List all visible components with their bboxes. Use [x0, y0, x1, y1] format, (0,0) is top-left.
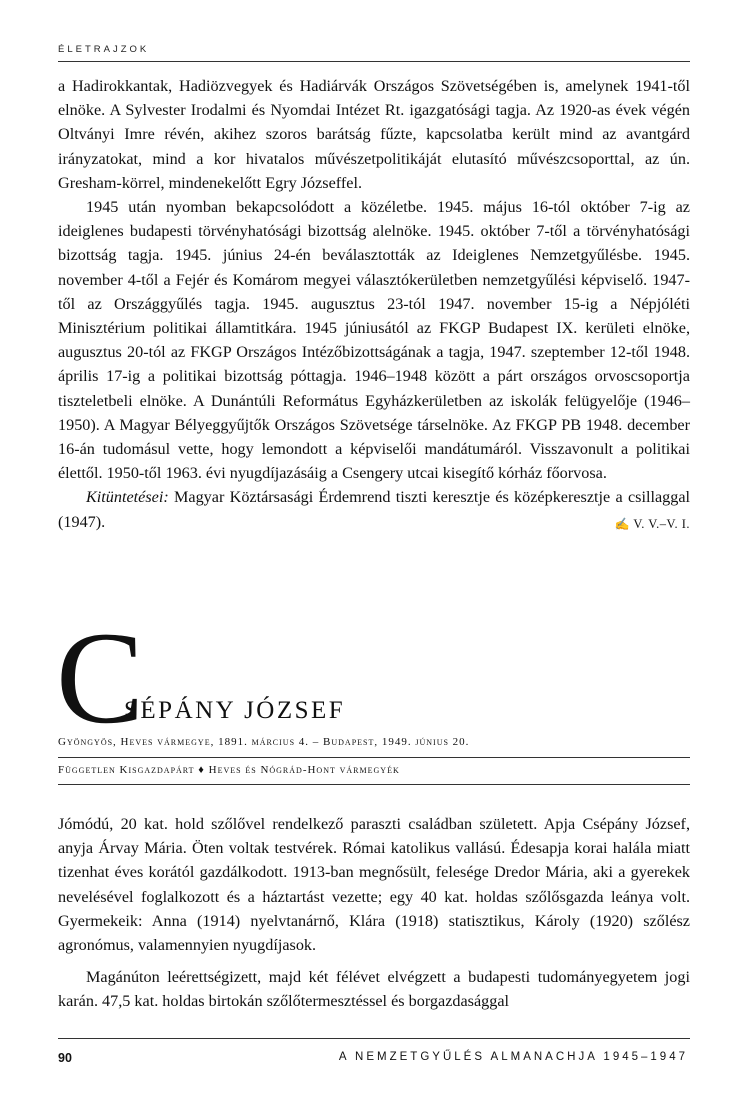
book-title: A NEMZETGYŰLÉS ALMANACHJA 1945–1947 [338, 1051, 688, 1063]
entry-meta-rule-bottom [58, 784, 690, 785]
entry-dropcap: C [56, 604, 145, 751]
paragraph: 1945 után nyomban bekapcsolódott a közéletbe. 1945. május 16-tól október 7-ig az ideiglenes budapesti törvényhatósági bizottság alelnöke. 1945. október 7-től a törvényhatósági bizottság tagja. 1945. június 24-én beválasztották az Ideiglenes Nemzetgyűlésbe. 1945. november 4-től a Fejér és Komárom megyei választókerületben nemzetgyűlési képviselő. 1947-től az Országgyűlés tagja. 1945. augusztus 23-tól 1947. november 15-ig a Népjóléti Minisztérium politikai államtitkára. 1945 júniusától az FKGP Budapest IX. kerületi elnöke, augusztus 20-tól az FKGP Országos Intézőbizottságának a tagja, 1947. szeptember 12-től 1948. április 17-ig a politikai bizottság póttagja. 1946–1948 között a párt országos orvoscsoportja tiszteletbeli elnöke. A Dunántúli Református Egyházkerületben az iskolák felügyelője (1946–1950). A Magyar Bélyeggyűjtők Országos Szövetsége társelnöke. Az FKGP PB 1948. december 16-án tudomásul vette, hogy lemondott a képviselői mandátumáról. Visszavonult a politikai élettől. 1950-től 1963. évi nyugdíjazásáig a Csengery utcai kisegítő kórház főorvosa. [58, 198, 690, 483]
entry-name: SÉPÁNY JÓZSEF [124, 697, 346, 724]
entry-birth-death: Gyöngyös, Heves vármegye, 1891. március 4. – Budapest, 1949. június 20. [58, 736, 470, 748]
paragraph: a Hadirokkantak, Hadiözvegyek és Hadiárvák Országos Szövetségében is, amelynek 1941-től elnöke. A Sylvester Irodalmi és Nyomdai Intézet Rt. igazgatósági tagja. Az 1920-as évek végén Oltványi Imre révén, akihez szoros barátság fűzte, kapcsolatba került mind az avantgárd irányzatokat, mind a kor hivatalos művészetpolitikáját elutasító művészcsoporttal, az ún. Gresham-körrel, mindenekelőtt Egry Józseffel. [58, 77, 690, 192]
paragraph: Jómódú, 20 kat. hold szőlővel rendelkező paraszti családban született. Apja Csépány József, anyja Árvay Mária. Öten voltak testvérek. Római katolikus vallású. Édesapja korai halála miatt tizenhat éves korától gazdálkodott. 1913-ban megnősült, felesége Dredor Mária, aki a gyerekek nevelésével foglalkozott és a háztartást vezette; egy 40 kat. holdas szőlősgazda leánya volt. Gyermekeik: Anna (1914) nyelvtanárnő, Klára (1918) statisztikus, Károly (1920) szőlész agronómus, valamennyien nyugdíjasok. [58, 815, 690, 955]
entry-body [58, 812, 690, 1014]
awards-text: Magyar Köztársasági Érdemrend tiszti keresztje és középkeresztje a csillaggal (1947). [58, 488, 691, 531]
header-rule [58, 61, 690, 62]
awards-label: Kitüntetései: [86, 488, 169, 507]
paragraph: Magánúton leérettségizett, majd két félévet elvégzett a budapesti tudományegyetem jogi karán. 47,5 kat. holdas birtokán szőlőtermesztéssel és borgazdasággal [58, 968, 690, 1011]
pen-icon: ✍ [614, 516, 631, 531]
previous-entry-continuation [58, 74, 690, 536]
running-head: ÉLETRAJZOK [58, 44, 150, 55]
signature-text: V. V.–V. I. [633, 516, 690, 531]
author-signature [587, 512, 690, 536]
footer-rule [58, 1038, 690, 1039]
awards-paragraph [58, 485, 690, 533]
entry-party-constituency: Független Kisgazdapárt ♦ Heves és Nógrád-Hont vármegyék [58, 764, 400, 776]
page-number: 90 [58, 1051, 72, 1065]
entry-meta-rule [58, 757, 690, 758]
